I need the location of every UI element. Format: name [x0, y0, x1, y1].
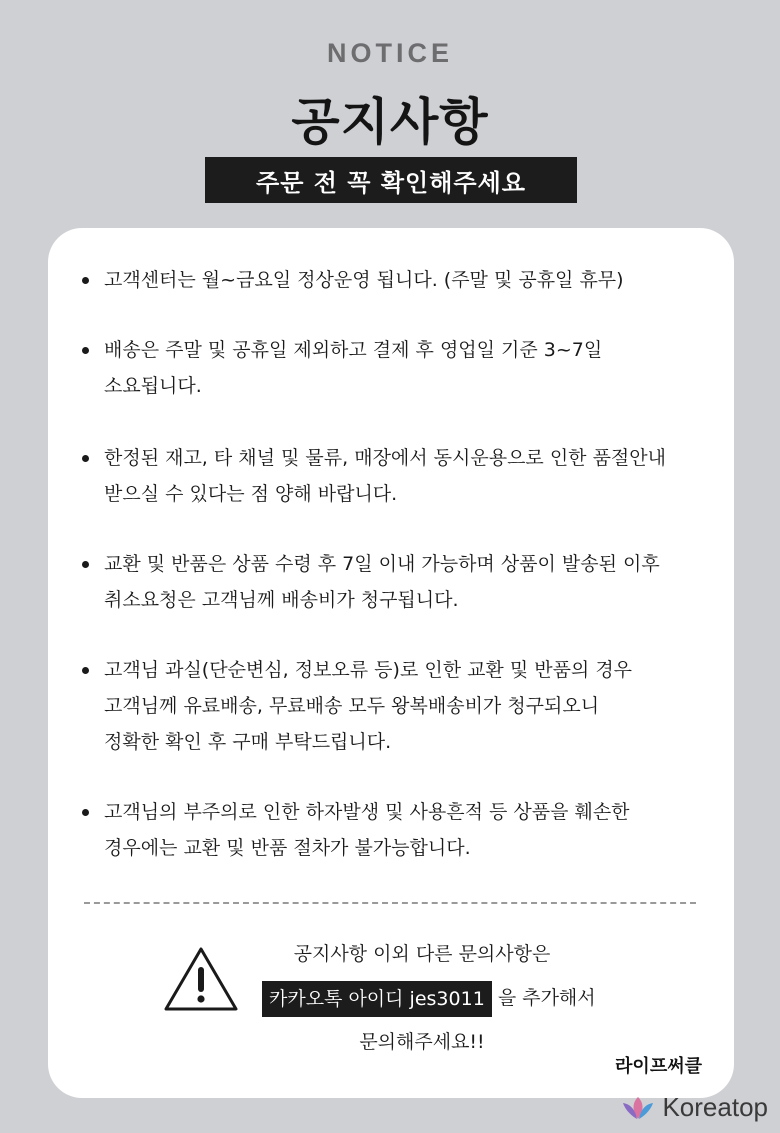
list-item — [82, 262, 722, 298]
contact-line — [262, 976, 596, 1020]
notice-text: 배송은 주말 및 공휴일 제외하고 결제 후 영업일 기준 3~7일 — [104, 339, 603, 361]
bullet-dot — [82, 455, 89, 462]
contact-line: 공지사항 이외 다른 문의사항은 — [293, 943, 551, 965]
notice-text: 정확한 확인 후 구매 부탁드립니다. — [104, 731, 392, 753]
list-item — [82, 794, 722, 866]
notice-eyebrow: NOTICE — [326, 38, 453, 68]
list-item — [82, 652, 722, 760]
notice-text: 고객님께 유료배송, 무료배송 모두 왕복배송비가 청구되오니 — [104, 695, 600, 717]
notice-text: 고객님 과실(단순변심, 정보오류 등)로 인한 교환 및 반품의 경우 — [104, 659, 633, 681]
list-item — [82, 332, 722, 404]
brand-logo: 라이프써클 — [615, 1056, 702, 1077]
bullet-dot — [82, 561, 89, 568]
notice-banner: 주문 전 꼭 확인해주세요 — [205, 157, 577, 203]
contact-suffix: 을 추가해서 — [497, 987, 596, 1009]
watermark — [620, 1092, 768, 1123]
dashed-divider — [84, 902, 696, 904]
notice-list — [82, 262, 722, 900]
watermark-text: Koreatop — [662, 1092, 768, 1122]
warning-triangle-icon — [163, 945, 239, 1013]
notice-text: 경우에는 교환 및 반품 절차가 불가능합니다. — [104, 837, 471, 859]
lotus-logo-icon — [620, 1095, 656, 1121]
kakao-id-badge: 카카오톡 아이디 jes3011 — [262, 981, 492, 1017]
bullet-dot — [82, 347, 89, 354]
list-item — [82, 440, 722, 512]
notice-text: 받으실 수 있다는 점 양해 바랍니다. — [104, 483, 398, 505]
bullet-dot — [82, 277, 89, 284]
notice-text: 소요됩니다. — [104, 375, 202, 397]
bullet-dot — [82, 809, 89, 816]
notice-text: 고객님의 부주의로 인한 하자발생 및 사용흔적 등 상품을 훼손한 — [104, 801, 630, 823]
notice-text: 고객센터는 월~금요일 정상운영 됩니다. (주말 및 공휴일 휴무) — [104, 269, 624, 291]
notice-text: 한정된 재고, 타 채널 및 물류, 매장에서 동시운용으로 인한 품절안내 — [104, 447, 666, 469]
contact-line: 문의해주세요!! — [359, 1031, 485, 1053]
contact-info — [262, 932, 596, 1064]
bullet-dot — [82, 667, 89, 674]
page-title: 공지사항 — [291, 93, 489, 151]
list-item — [82, 546, 722, 618]
notice-text: 취소요청은 고객님께 배송비가 청구됩니다. — [104, 589, 459, 611]
notice-text: 교환 및 반품은 상품 수령 후 7일 이내 가능하며 상품이 발송된 이후 — [104, 553, 660, 575]
